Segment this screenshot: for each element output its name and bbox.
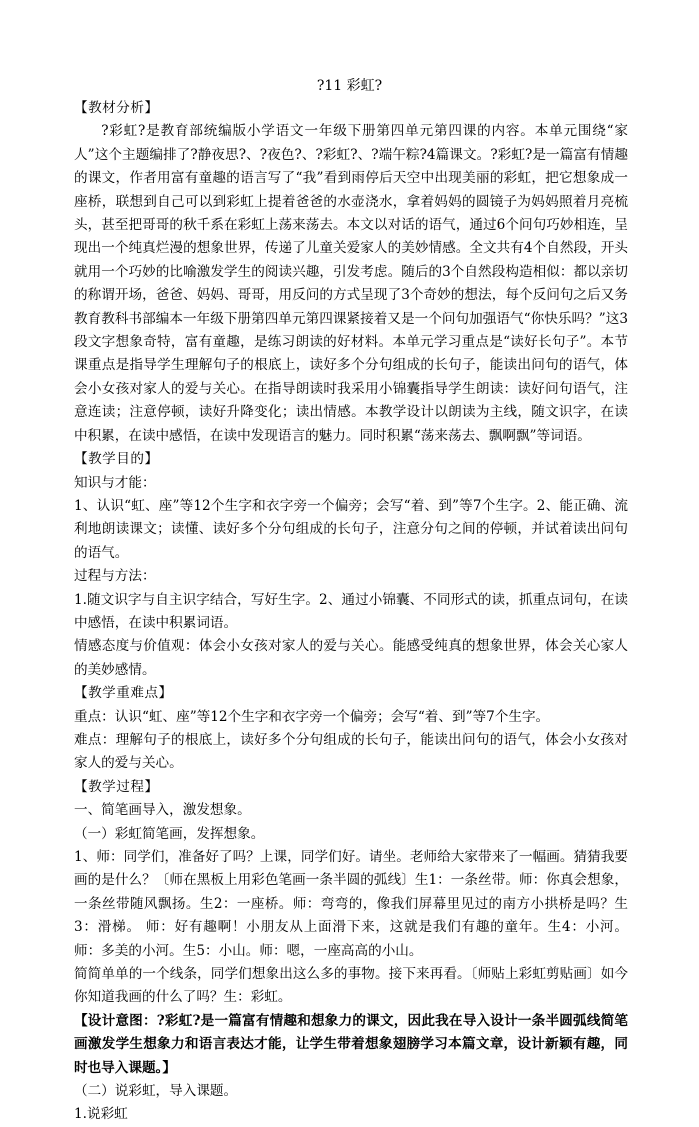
goals-knowledge-text: 1、认识“虹、座”等12个生字和衣字旁一个偏旁；会写“着、到”等7个生字。2、能正确、流利地朗读课文；读懂、读好多个分句组成的长句子，注意分句之间的停顿，并试着读出问句的语气。: [74, 497, 628, 561]
goals-process-label: 过程与方法：: [74, 568, 156, 585]
goals-emotion-text: 情感态度与价值观：体会小女孩对家人的爱与关心。能感受纯真的想象世界，体会关心家人的美妙感情。: [74, 638, 628, 678]
analysis-heading: 【教材分析】: [74, 100, 159, 116]
process-step-one-b-item: 1.说彩虹: [74, 1106, 128, 1123]
analysis-paragraph: ?彩虹?是教育部统编版小学语文一年级下册第四单元第四课的内容。本单元围绕“家人”这个主题编排了?静夜思?、?夜色?、?彩虹?、?端午粽?4篇课文。?彩虹?是一篇富有情趣的课文，作者用富有童趣的语言写了“我”看到雨停后天空中出现美丽的彩虹，把它想象成一座桥，联想到自己可以到彩虹上提着爸爸的水壶浇水，拿着妈妈的圆镜子为妈妈照着月亮梳头，甚至把哥哥的秋千系在彩虹上荡来荡去。本文以对话的语气，通过6个问句巧妙相连，呈现出一个纯真烂漫的想象世界，传递了儿童关爱家人的美妙情感。全文共有4个自然段，开头就用一个巧妙的比喻激发学生的阅读兴趣，引发考虑。随后的3个自然段构造相似：都以亲切的称谓开场，爸爸、妈妈、哥哥，用反问的方式呈现了3个奇妙的想法，每个反问句之后又务教育教科书部编本一年级下册第四单元第四课紧接着又是一个问句加强语气“你快乐吗？”这3段文字想象奇特，富有童趣，是练习朗读的好材料。本单元学习重点是“读好长句子”。本节课重点是指导学生理解句子的根底上，读好多个分句组成的长句子，能读出问句的语气，体会小女孩对家人的爱与关心。在指导朗读时我采用小锦囊指导学生朗读：读好问句语气，注意连读；注意停顿，读好升降变化；读出情感。本教学设计以朗读为主线，随文识字，在读中积累，在读中感悟，在读中发现语言的魅力。同时积累“荡来荡去、飘啊飘”等词语。: [74, 123, 628, 444]
goals-process-text: 1.随文识字与自主识字结合，写好生字。2、通过小锦囊、不同形式的读，抓重点词句，在读中感悟，在读中积累词语。: [74, 591, 628, 631]
goals-knowledge-label: 知识与才能：: [74, 474, 156, 491]
key-point-text: 重点：认识“虹、座”等12个生字和衣字旁一个偏旁；会写“着、到”等7个生字。: [74, 708, 550, 725]
lesson-title: ?11 彩虹?: [316, 78, 383, 94]
process-followup-text: 简简单单的一个线条，同学们想象出这么多的事物。接下来再看。〔师贴上彩虹剪贴画〕如今你知道我画的什么了吗？生：彩虹。: [74, 966, 628, 1006]
process-heading: 【教学过程】: [74, 778, 159, 795]
difficult-point-text: 难点：理解句子的根底上，读好多个分句组成的长句子，能读出问句的语气，体会小女孩对家人的爱与关心。: [74, 731, 628, 772]
key-points-heading: 【教学重难点】: [74, 685, 173, 702]
process-dialogue-text: 1、师：同学们，准备好了吗？上课，同学们好。请坐。老师给大家带来了一幅画。猜猜我要画的是什么？〔师在黑板上用彩色笔画一条半圆的弧线〕生1：一条丝带。师：你真会想象，一条丝带随风飘扬。生2：一座桥。师：弯弯的，像我们屏幕里见过的南方小拱桥是吗？生3：滑梯。 师：好有趣啊！小朋友从上面滑下来，这就是我们有趣的童年。生4：小河。 师：多美的小河。生5：小山。师：嗯，一座高高的小山。: [74, 849, 628, 959]
process-step-one-b: （二）说彩虹，导入课题。: [74, 1083, 238, 1100]
process-step-one-a: （一）彩虹简笔画，发挥想象。: [74, 825, 265, 842]
document-body: [74, 97, 628, 1127]
process-step-one: 一、简笔画导入，激发想象。: [74, 802, 251, 819]
design-intent-text: 【设计意图：?彩虹?是一篇富有情趣和想象力的课文，因此我在导入设计一条半圆弧线简笔画激发学生想象力和语言表达才能，让学生带着想象翅膀学习本篇文章，设计新颖有趣，同时也导入课题。】: [74, 1012, 628, 1076]
goals-heading: 【教学目的】: [74, 451, 159, 468]
